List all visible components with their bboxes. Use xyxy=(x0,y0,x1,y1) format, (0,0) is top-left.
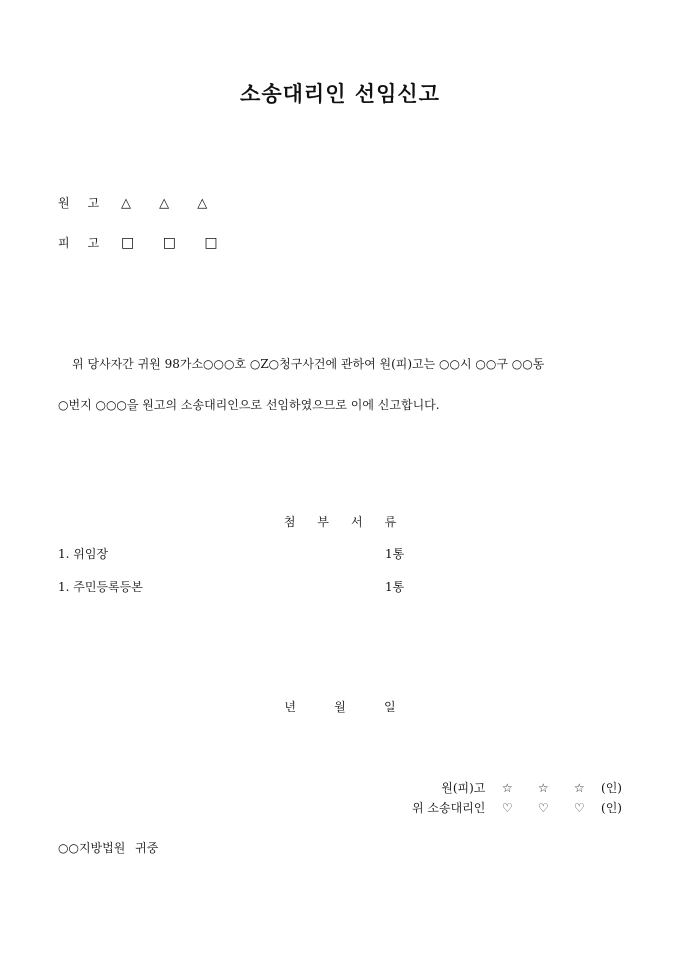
body-text-line-2: ○번지 ○○○을 원고의 소송대리인으로 선임하였으므로 이에 신고합니다. xyxy=(58,398,440,412)
signature-role: 위 소송대리인 xyxy=(412,801,486,815)
seal-mark: (인) xyxy=(601,781,622,795)
attachment-label: 1. 위임장 xyxy=(58,547,109,561)
date-line xyxy=(0,698,680,715)
plaintiff-row xyxy=(58,194,219,211)
plaintiff-label: 원고 xyxy=(58,196,118,210)
signature-role: 원(피)고 xyxy=(441,781,486,795)
star-mark: ☆ xyxy=(573,781,585,795)
heart-mark: ♡ xyxy=(501,801,513,815)
date-day: 일 xyxy=(384,700,396,714)
court-addressee: ○○지방법원 귀중 xyxy=(58,841,159,855)
document-title: 소송대리인 선임신고 xyxy=(240,81,440,106)
heart-mark: ♡ xyxy=(537,801,549,815)
defendant-row xyxy=(58,234,230,251)
signature-row-agent xyxy=(412,799,622,816)
attachment-qty: 1통 xyxy=(385,547,405,561)
defendant-name: □ □ □ xyxy=(121,235,230,251)
defendant-label: 피고 xyxy=(58,236,118,250)
attachment-qty: 1통 xyxy=(385,580,405,594)
signature-marks xyxy=(489,801,597,815)
signature-marks xyxy=(489,781,597,795)
seal-mark: (인) xyxy=(601,801,622,815)
star-mark: ☆ xyxy=(501,781,513,795)
attachment-item xyxy=(58,545,418,562)
attachment-label: 1. 주민등록등본 xyxy=(58,580,143,594)
body-text-line-1: 위 당사자간 귀원 98가소○○○호 ○Z○청구사건에 관하여 원(피)고는 ○○시 ○○구 ○○동 xyxy=(72,357,545,371)
star-mark: ☆ xyxy=(537,781,549,795)
date-month: 월 xyxy=(334,700,346,714)
signature-row-party xyxy=(441,779,622,796)
attachments-title: 첨부서류 xyxy=(283,515,419,529)
attachment-item xyxy=(58,578,418,595)
heart-mark: ♡ xyxy=(573,801,585,815)
plaintiff-name: △ △ △ xyxy=(121,196,220,211)
date-year: 년 xyxy=(284,700,296,714)
